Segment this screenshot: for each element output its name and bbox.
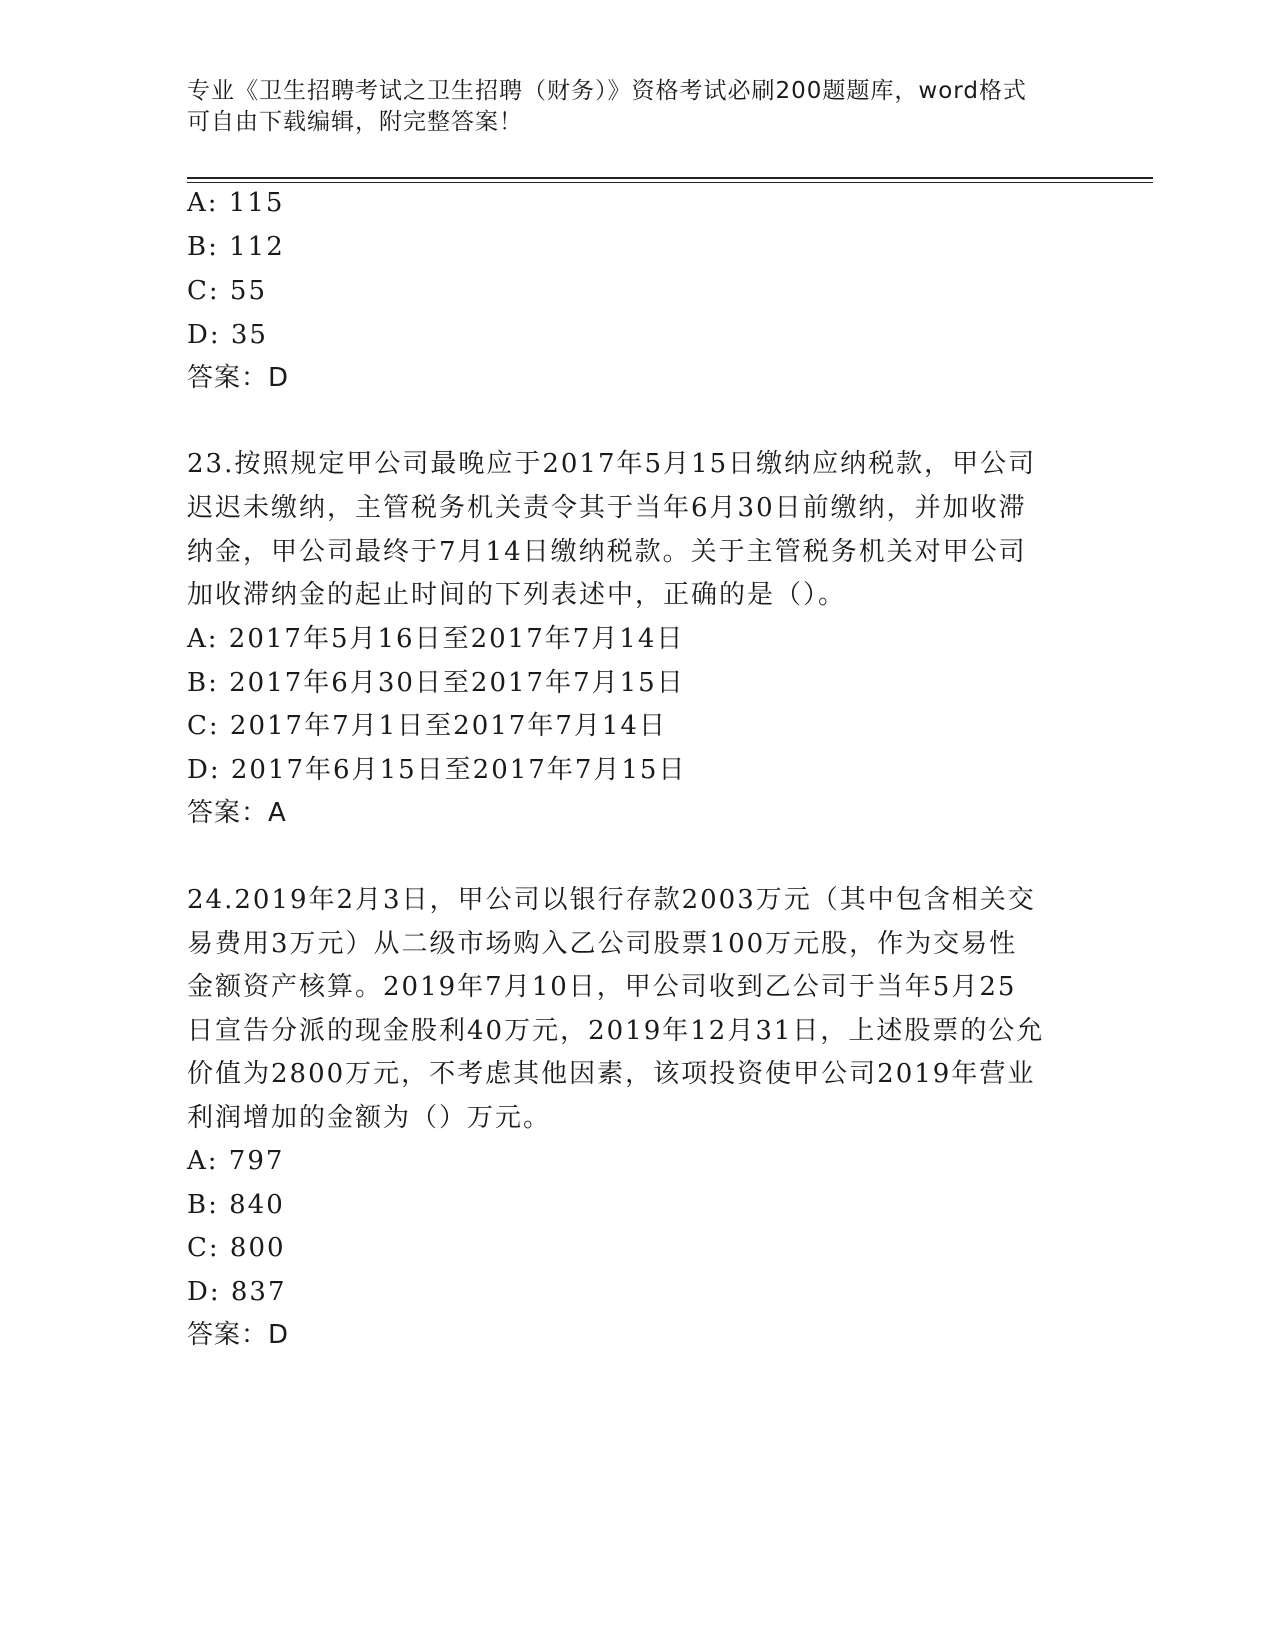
header-divider-thin <box>187 182 1153 183</box>
q24-option-d: D: 837 <box>187 1277 287 1307</box>
header-line-1: 专业《卫生招聘考试之卫生招聘（财务）》资格考试必刷200题题库，word格式 <box>187 78 1027 104</box>
q22-option-d: D: 35 <box>187 320 268 350</box>
q23-option-b: B: 2017年6月30日至2017年7月15日 <box>187 668 685 698</box>
q23-option-c: C: 2017年7月1日至2017年7月14日 <box>187 711 667 741</box>
q24-option-c: C: 800 <box>187 1233 286 1263</box>
header-line-2: 可自由下载编辑，附完整答案！ <box>187 109 523 135</box>
q22-option-c: C: 55 <box>187 276 268 306</box>
q23-option-a: A: 2017年5月16日至2017年7月14日 <box>187 624 685 654</box>
q22-answer: 答案：D <box>187 363 290 393</box>
q23-text-line-3: 纳金，甲公司最终于7月14日缴纳税款。关于主管税务机关对甲公司 <box>187 537 1027 567</box>
document-header <box>187 76 1067 138</box>
q24-text-line-3: 金额资产核算。2019年7月10日，甲公司收到乙公司于当年5月25 <box>187 972 1017 1002</box>
q23-answer: 答案：A <box>187 798 287 828</box>
q24-text-line-2: 易费用3万元）从二级市场购入乙公司股票100万元股，作为交易性 <box>187 929 1018 959</box>
q24-option-a: A: 797 <box>187 1146 285 1176</box>
q22-option-b: B: 112 <box>187 232 285 262</box>
q23-text-line-2: 迟迟未缴纳，主管税务机关责令其于当年6月30日前缴纳，并加收滞 <box>187 493 1027 523</box>
q23-text-line-4: 加收滞纳金的起止时间的下列表述中，正确的是（）。 <box>187 580 847 610</box>
q24-answer: 答案：D <box>187 1320 290 1350</box>
q24-text-line-5: 价值为2800万元，不考虑其他因素，该项投资使甲公司2019年营业 <box>187 1059 1036 1089</box>
q23-option-d: D: 2017年6月15日至2017年7月15日 <box>187 755 687 785</box>
q24-text-line-1: 24.2019年2月3日，甲公司以银行存款2003万元（其中包含相关交 <box>187 885 1036 915</box>
q24-option-b: B: 840 <box>187 1190 285 1220</box>
q22-option-a: A: 115 <box>187 188 285 218</box>
header-divider <box>187 177 1153 179</box>
q24-text-line-4: 日宣告分派的现金股利40万元，2019年12月31日，上述股票的公允 <box>187 1016 1045 1046</box>
q23-text-line-1: 23.按照规定甲公司最晚应于2017年5月15日缴纳应纳税款，甲公司 <box>187 449 1037 479</box>
q24-text-line-6: 利润增加的金额为（）万元。 <box>187 1103 552 1133</box>
